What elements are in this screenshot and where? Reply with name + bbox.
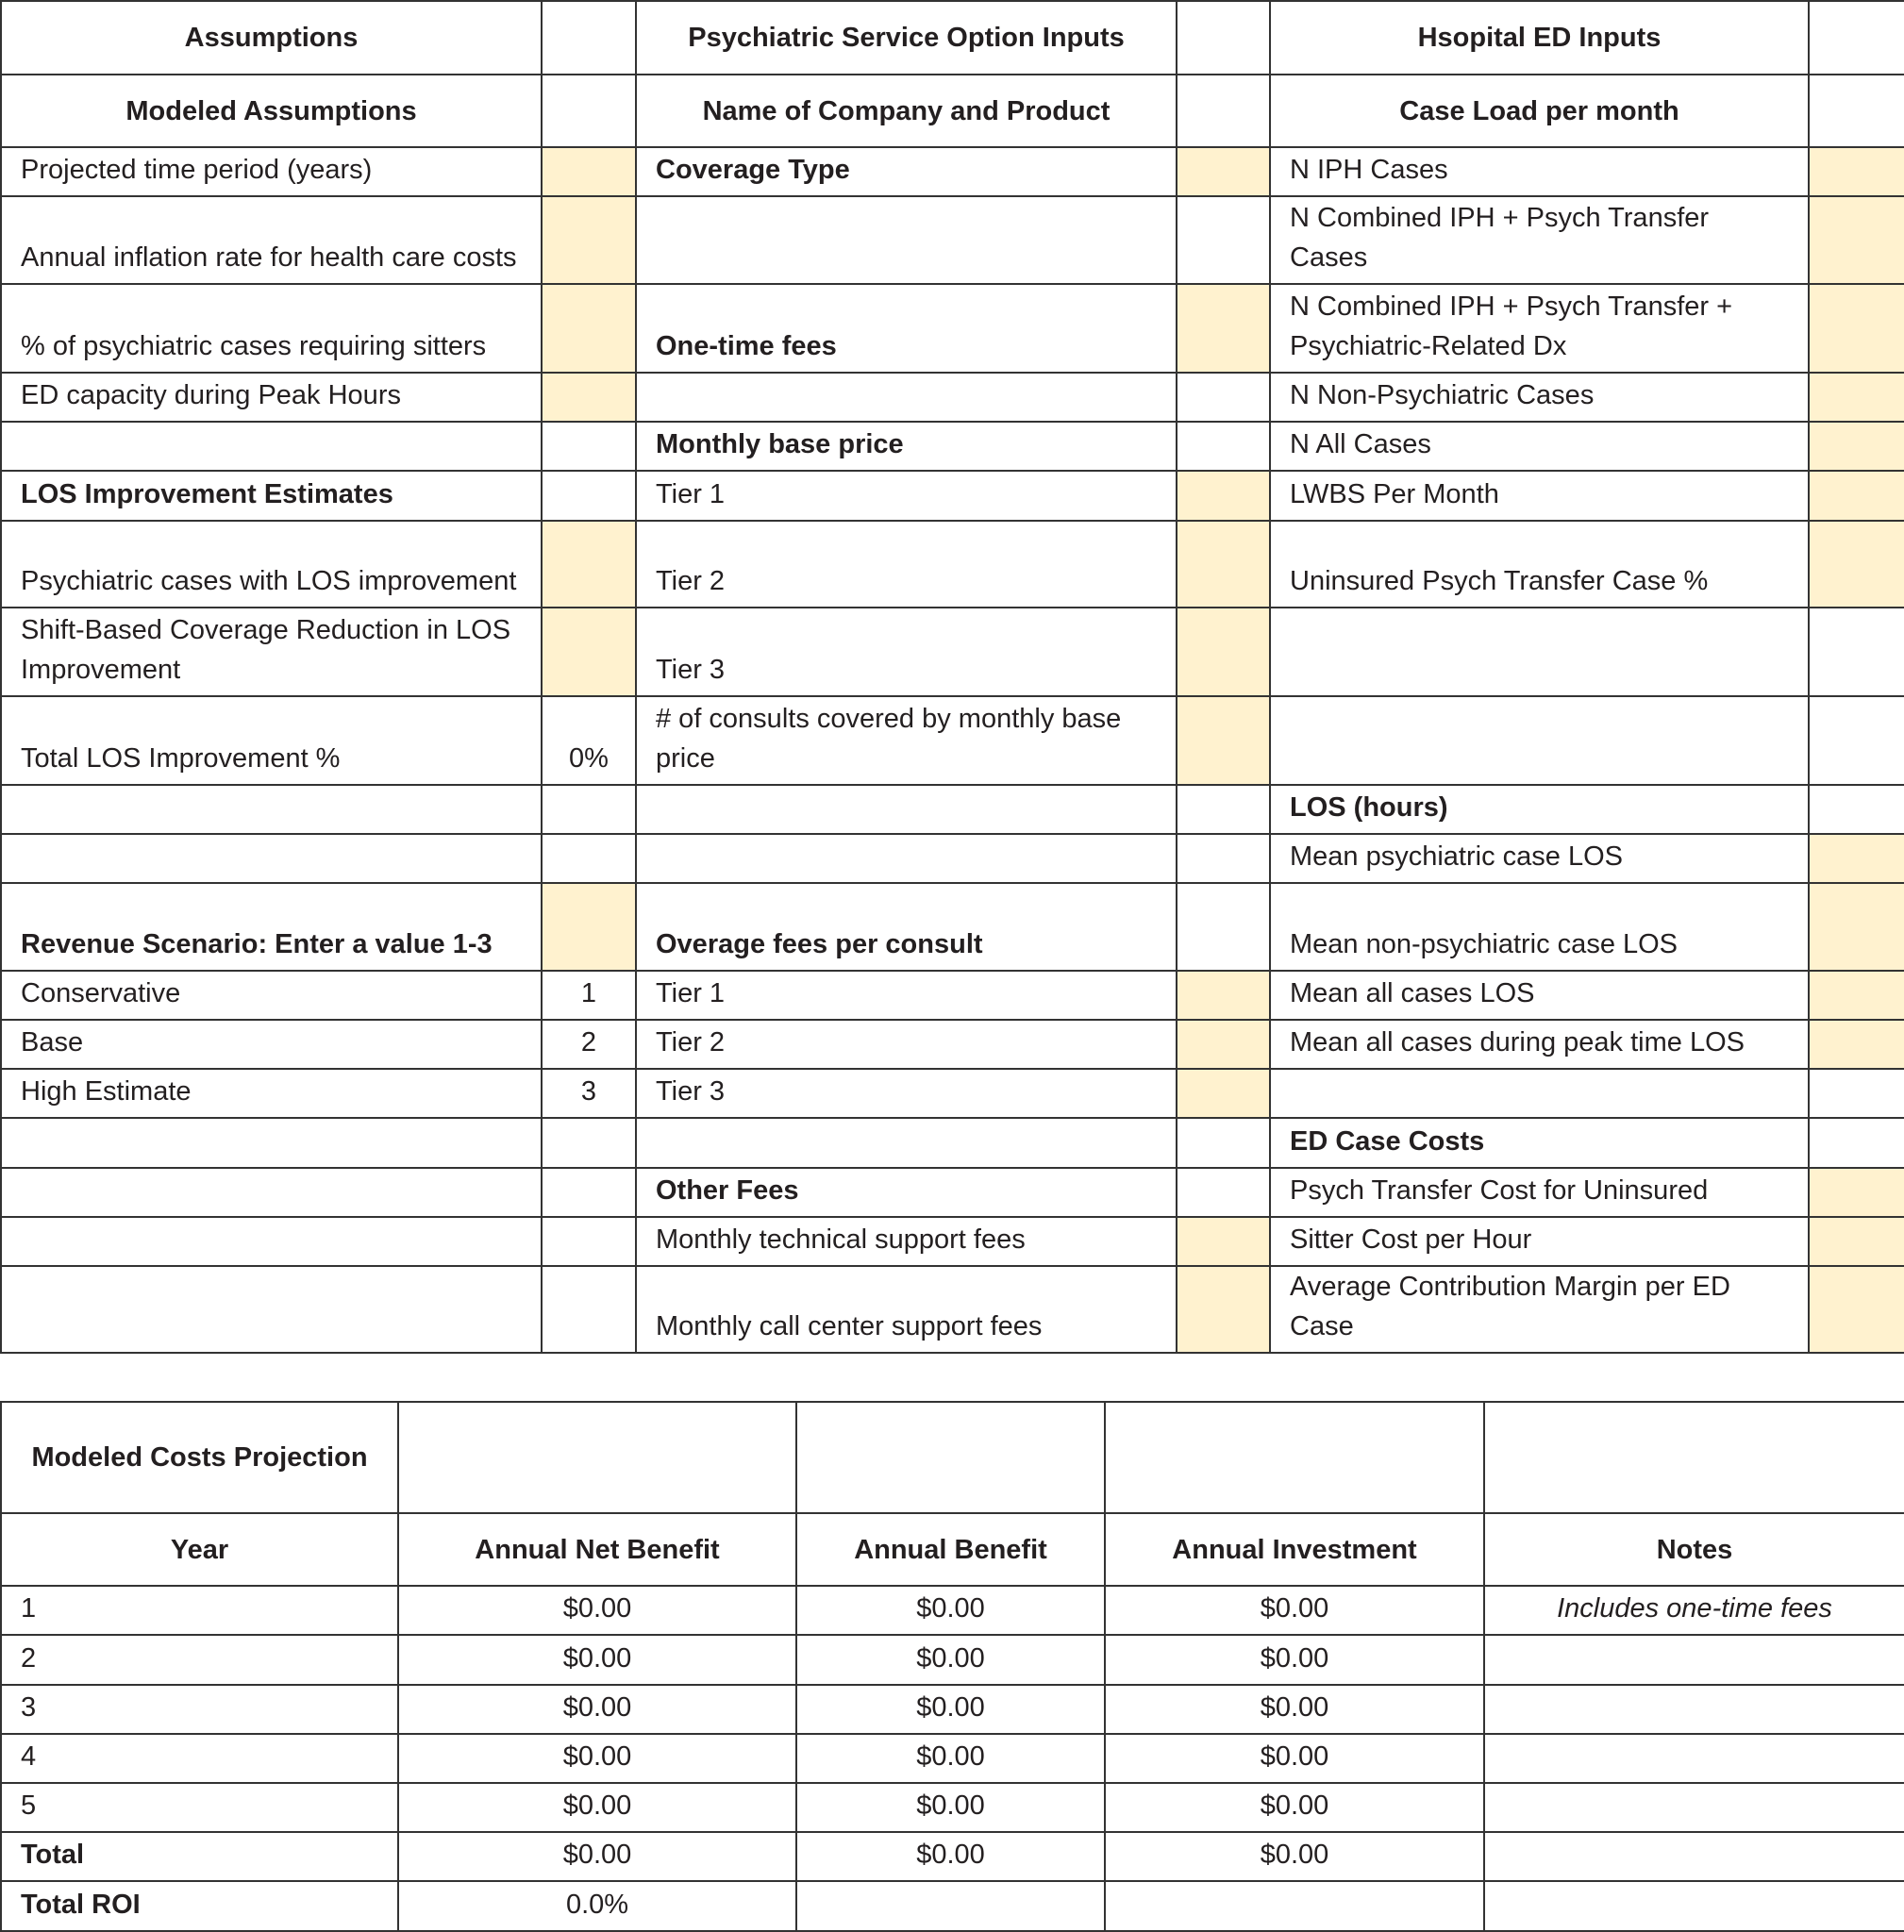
mean-all-los-label: Mean all cases LOS — [1270, 971, 1809, 1020]
col-notes: Notes — [1484, 1513, 1904, 1586]
combined-iph-transfer-dx-input[interactable] — [1809, 284, 1904, 373]
roi-value: 0.0% — [398, 1881, 796, 1931]
table-row — [1, 1685, 1904, 1734]
empty-cell — [1, 785, 542, 834]
non-psych-label: N Non-Psychiatric Cases — [1270, 373, 1809, 422]
total-los-value: 0% — [542, 696, 636, 785]
overage-tier-2-label: Tier 2 — [636, 1020, 1177, 1069]
empty-cell — [1177, 196, 1270, 284]
empty-cell — [1, 1266, 542, 1353]
investment-cell: $0.00 — [1105, 1685, 1484, 1734]
benefit-cell: $0.00 — [796, 1635, 1105, 1685]
empty-cell — [1177, 1, 1270, 75]
empty-cell — [1484, 1832, 1904, 1881]
empty-cell — [636, 1118, 1177, 1168]
notes-cell: Includes one-time fees — [1484, 1586, 1904, 1635]
mean-nonpsych-los-input[interactable] — [1809, 883, 1904, 971]
combined-iph-transfer-label: N Combined IPH + Psych Transfer Cases — [1270, 196, 1809, 284]
empty-cell — [1177, 834, 1270, 883]
inflation-label: Annual inflation rate for health care costs — [1, 196, 542, 284]
mean-psych-los-input[interactable] — [1809, 834, 1904, 883]
net-benefit-cell: $0.00 — [398, 1783, 796, 1832]
empty-cell — [1270, 608, 1809, 696]
combined-iph-transfer-input[interactable] — [1809, 196, 1904, 284]
empty-cell — [636, 373, 1177, 422]
monthly-base-price-label: Monthly base price — [636, 422, 1177, 471]
empty-cell — [1177, 785, 1270, 834]
shift-reduction-label: Shift-Based Coverage Reduction in LOS Improvement — [1, 608, 542, 696]
scenario-high-label: High Estimate — [1, 1069, 542, 1118]
overage-tier-3-label: Tier 3 — [636, 1069, 1177, 1118]
empty-cell — [1105, 1402, 1484, 1513]
other-fees-heading: Other Fees — [636, 1168, 1177, 1217]
los-improvement-heading: LOS Improvement Estimates — [1, 471, 542, 521]
base-tier-1-input[interactable] — [1177, 471, 1270, 521]
assumptions-header: Assumptions — [1, 1, 542, 75]
base-tier-2-input[interactable] — [1177, 521, 1270, 608]
empty-cell — [542, 785, 636, 834]
one-time-fees-label: One-time fees — [636, 284, 1177, 373]
benefit-cell: $0.00 — [796, 1586, 1105, 1635]
empty-cell — [542, 471, 636, 521]
projection-table — [0, 1401, 1904, 1932]
benefit-cell: $0.00 — [796, 1685, 1105, 1734]
non-psych-input[interactable] — [1809, 373, 1904, 422]
sitter-cost-input[interactable] — [1809, 1217, 1904, 1266]
investment-cell: $0.00 — [1105, 1734, 1484, 1783]
mean-peak-los-input[interactable] — [1809, 1020, 1904, 1069]
mean-all-los-input[interactable] — [1809, 971, 1904, 1020]
modeled-assumptions-subheader: Modeled Assumptions — [1, 75, 542, 147]
empty-cell — [1484, 1402, 1904, 1513]
empty-cell — [542, 1217, 636, 1266]
call-center-input[interactable] — [1177, 1266, 1270, 1353]
tech-support-label: Monthly technical support fees — [636, 1217, 1177, 1266]
company-product-subheader: Name of Company and Product — [636, 75, 1177, 147]
empty-cell — [796, 1881, 1105, 1931]
table-row — [1, 1734, 1904, 1783]
overage-tier-1-input[interactable] — [1177, 971, 1270, 1020]
empty-cell — [636, 785, 1177, 834]
call-center-label: Monthly call center support fees — [636, 1266, 1177, 1353]
psych-los-label: Psychiatric cases with LOS improvement — [1, 521, 542, 608]
year-cell: 2 — [1, 1635, 398, 1685]
service-inputs-header: Psychiatric Service Option Inputs — [636, 1, 1177, 75]
consults-covered-input[interactable] — [1177, 696, 1270, 785]
base-tier-1-label: Tier 1 — [636, 471, 1177, 521]
base-tier-3-input[interactable] — [1177, 608, 1270, 696]
tech-support-input[interactable] — [1177, 1217, 1270, 1266]
empty-cell — [1809, 785, 1904, 834]
empty-cell — [1177, 883, 1270, 971]
shift-reduction-input[interactable] — [542, 608, 636, 696]
table-row — [1, 1783, 1904, 1832]
case-load-subheader: Case Load per month — [1270, 75, 1809, 147]
all-cases-label: N All Cases — [1270, 422, 1809, 471]
table-row — [1, 1586, 1904, 1635]
ed-case-costs-heading: ED Case Costs — [1270, 1118, 1809, 1168]
ed-capacity-input[interactable] — [542, 373, 636, 422]
uninsured-pct-input[interactable] — [1809, 521, 1904, 608]
total-row — [1, 1832, 1904, 1881]
notes-cell — [1484, 1783, 1904, 1832]
mean-nonpsych-los-label: Mean non-psychiatric case LOS — [1270, 883, 1809, 971]
iph-cases-label: N IPH Cases — [1270, 147, 1809, 196]
revenue-scenario-input[interactable] — [542, 883, 636, 971]
empty-cell — [1270, 1069, 1809, 1118]
empty-cell — [1809, 696, 1904, 785]
iph-cases-input[interactable] — [1809, 147, 1904, 196]
empty-cell — [1, 1168, 542, 1217]
consults-covered-label: # of consults covered by monthly base price — [636, 696, 1177, 785]
empty-cell — [1, 1217, 542, 1266]
overage-tier-2-input[interactable] — [1177, 1020, 1270, 1069]
notes-cell — [1484, 1734, 1904, 1783]
projected-time-label: Projected time period (years) — [1, 147, 542, 196]
notes-cell — [1484, 1635, 1904, 1685]
lwbs-input[interactable] — [1809, 471, 1904, 521]
total-los-label: Total LOS Improvement % — [1, 696, 542, 785]
net-benefit-cell: $0.00 — [398, 1586, 796, 1635]
scenario-base-label: Base — [1, 1020, 542, 1069]
coverage-type-label: Coverage Type — [636, 147, 1177, 196]
mean-peak-los-label: Mean all cases during peak time LOS — [1270, 1020, 1809, 1069]
contribution-margin-input[interactable] — [1809, 1266, 1904, 1353]
empty-cell — [1105, 1881, 1484, 1931]
col-year: Year — [1, 1513, 398, 1586]
empty-cell — [1809, 1118, 1904, 1168]
scenario-high-value: 3 — [542, 1069, 636, 1118]
psych-los-input[interactable] — [542, 521, 636, 608]
overage-tier-1-label: Tier 1 — [636, 971, 1177, 1020]
empty-cell — [542, 1118, 636, 1168]
empty-cell — [1270, 696, 1809, 785]
year-cell: 1 — [1, 1586, 398, 1635]
empty-cell — [1177, 1168, 1270, 1217]
mean-psych-los-label: Mean psychiatric case LOS — [1270, 834, 1809, 883]
empty-cell — [1, 834, 542, 883]
roi-label: Total ROI — [1, 1881, 398, 1931]
total-net-benefit: $0.00 — [398, 1832, 796, 1881]
sitter-cost-label: Sitter Cost per Hour — [1270, 1217, 1809, 1266]
empty-cell — [1809, 1, 1904, 75]
transfer-cost-label: Psych Transfer Cost for Uninsured — [1270, 1168, 1809, 1217]
empty-cell — [1177, 1118, 1270, 1168]
uninsured-pct-label: Uninsured Psych Transfer Case % — [1270, 521, 1809, 608]
sitters-input[interactable] — [542, 284, 636, 373]
company-product-input[interactable] — [1177, 75, 1270, 147]
revenue-scenario-heading: Revenue Scenario: Enter a value 1-3 — [1, 883, 542, 971]
empty-cell — [542, 834, 636, 883]
ed-capacity-label: ED capacity during Peak Hours — [1, 373, 542, 422]
empty-cell — [1809, 608, 1904, 696]
scenario-conservative-value: 1 — [542, 971, 636, 1020]
overage-tier-3-input[interactable] — [1177, 1069, 1270, 1118]
col-net-benefit: Annual Net Benefit — [398, 1513, 796, 1586]
lwbs-label: LWBS Per Month — [1270, 471, 1809, 521]
empty-cell — [1177, 422, 1270, 471]
empty-cell — [1484, 1881, 1904, 1931]
year-cell: 3 — [1, 1685, 398, 1734]
one-time-fees-input[interactable] — [1177, 284, 1270, 373]
projection-title: Modeled Costs Projection — [1, 1402, 398, 1513]
empty-cell — [542, 422, 636, 471]
combined-iph-transfer-dx-label: N Combined IPH + Psych Transfer + Psychiatric-Related Dx — [1270, 284, 1809, 373]
table-row — [1, 1635, 1904, 1685]
net-benefit-cell: $0.00 — [398, 1635, 796, 1685]
year-cell: 4 — [1, 1734, 398, 1783]
empty-cell — [542, 1266, 636, 1353]
investment-cell: $0.00 — [1105, 1635, 1484, 1685]
ed-inputs-header: Hsopital ED Inputs — [1270, 1, 1809, 75]
year-cell: 5 — [1, 1783, 398, 1832]
empty-cell — [1, 1118, 542, 1168]
empty-cell — [796, 1402, 1105, 1513]
empty-cell — [636, 196, 1177, 284]
empty-cell — [1809, 1069, 1904, 1118]
net-benefit-cell: $0.00 — [398, 1685, 796, 1734]
empty-cell — [398, 1402, 796, 1513]
empty-cell — [1809, 75, 1904, 147]
notes-cell — [1484, 1685, 1904, 1734]
total-label: Total — [1, 1832, 398, 1881]
all-cases-input[interactable] — [1809, 422, 1904, 471]
empty-cell — [542, 1, 636, 75]
total-investment: $0.00 — [1105, 1832, 1484, 1881]
col-benefit: Annual Benefit — [796, 1513, 1105, 1586]
empty-cell — [1, 422, 542, 471]
empty-cell — [636, 834, 1177, 883]
projected-time-input[interactable] — [542, 147, 636, 196]
scenario-base-value: 2 — [542, 1020, 636, 1069]
base-tier-3-label: Tier 3 — [636, 608, 1177, 696]
investment-cell: $0.00 — [1105, 1586, 1484, 1635]
overage-fees-label: Overage fees per consult — [636, 883, 1177, 971]
los-hours-heading: LOS (hours) — [1270, 785, 1809, 834]
empty-cell — [1177, 373, 1270, 422]
empty-cell — [542, 75, 636, 147]
empty-cell — [542, 1168, 636, 1217]
sitters-label: % of psychiatric cases requiring sitters — [1, 284, 542, 373]
roi-row — [1, 1881, 1904, 1931]
contribution-margin-label: Average Contribution Margin per ED Case — [1270, 1266, 1809, 1353]
col-investment: Annual Investment — [1105, 1513, 1484, 1586]
total-benefit: $0.00 — [796, 1832, 1105, 1881]
benefit-cell: $0.00 — [796, 1734, 1105, 1783]
coverage-type-input[interactable] — [1177, 147, 1270, 196]
base-tier-2-label: Tier 2 — [636, 521, 1177, 608]
benefit-cell: $0.00 — [796, 1783, 1105, 1832]
transfer-cost-input[interactable] — [1809, 1168, 1904, 1217]
inflation-input[interactable] — [542, 196, 636, 284]
scenario-conservative-label: Conservative — [1, 971, 542, 1020]
net-benefit-cell: $0.00 — [398, 1734, 796, 1783]
investment-cell: $0.00 — [1105, 1783, 1484, 1832]
